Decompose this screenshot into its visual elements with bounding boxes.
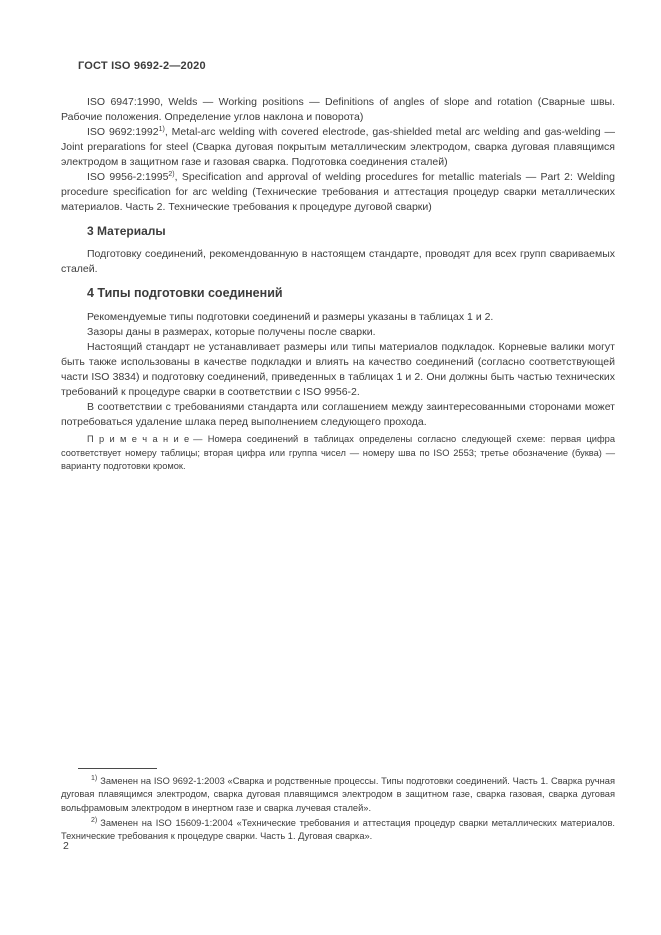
reference-text: , Metal-arc welding with covered electrode, gas-shielded metal arc welding and gas-welding — Joint preparations for steel (Сварка дуговая покрытым металлическим электродом, сварка дуговая плавящимся электродом в защитном газе и газовая сварка. Подготовка соединения сталей): [61, 126, 616, 168]
footnote: [61, 817, 615, 844]
section-materials: [61, 223, 615, 277]
paragraph: Подготовку соединений, рекомендованную в настоящем стандарте, проводят для всех групп свариваемых сталей.: [61, 248, 615, 275]
paragraph: Настоящий стандарт не устанавливает размеры или типы материалов подкладок. Корневые валики могут быть также использованы в качестве подкладки и влиять на качество соединений (согласно соответствующей части ISO 3834) и подготовку соединений, приведенных в таблицах 1 и 2. Они должны быть частью технических требований к процедуре сварки в соответствии с ISO 9956-2.: [61, 341, 615, 398]
note-text: — Номера соединений в таблицах определены согласно следующей схеме: первая цифра соответствует номеру таблицы; вторая цифра или группа чисел — номеру шва по ISO 2553; третье обозначение (буква) — варианту подготовки кромок.: [61, 434, 615, 471]
section-heading: 3 Материалы: [87, 224, 166, 238]
reference-list: [61, 95, 615, 215]
note-label: П р и м е ч а н и е: [87, 434, 190, 444]
footnote-mark: 2): [91, 816, 98, 824]
reference-entry: [61, 125, 615, 170]
footnote-mark: 1): [91, 775, 98, 782]
footnote-text: Заменен на ISO 9692-1:2003 «Сварка и родственные процессы. Типы подготовки соединений. Часть 1. Сварка ручная дуговая плавящимся электродом, сварка дуговая плавящимся электродом в защитном газе, сварка газовая, сварка дуговая вольфрамовым электродом в инертном газе и сварка лучевая сталей».: [61, 776, 615, 813]
reference-entry: [61, 95, 615, 125]
footnote-ref-mark: 2): [168, 171, 175, 178]
reference-prefix: ISO 9692:1992: [87, 126, 159, 138]
section-joint-preparation-types: [61, 285, 615, 474]
reference-entry: [61, 170, 615, 215]
section-heading: 4 Типы подготовки соединений: [87, 286, 283, 300]
note: [61, 433, 615, 474]
footnote-area: [61, 768, 615, 845]
paragraph: Рекомендуемые типы подготовки соединений и размеры указаны в таблицах 1 и 2.: [87, 311, 494, 323]
running-header-doc-code: ГОСТ ISO 9692-2—2020: [78, 60, 206, 72]
footnote: [61, 775, 615, 815]
paragraph: Зазоры даны в размерах, которые получены после сварки.: [87, 326, 376, 338]
paragraph: В соответствии с требованиями стандарта или соглашением между заинтересованными сторонами может потребоваться удаление шлака перед выполнением следующего прохода.: [61, 401, 615, 428]
footnote-divider: [78, 768, 157, 769]
footnote-ref-mark: 1): [158, 126, 165, 133]
page-number: 2: [63, 840, 69, 852]
reference-prefix: ISO 9956-2:1995: [87, 171, 169, 183]
reference-text: ISO 6947:1990, Welds — Working positions — Definitions of angles of slope and rotation (Сварные швы. Рабочие положения. Определение углов наклона и поворота): [61, 96, 615, 123]
reference-text: , Specification and approval of welding procedures for metallic materials — Part 2: Welding procedure specification for arc welding (Технические требования и аттестация процедур сварки металлических материалов. Часть 2. Технические требования к процедуре дуговой сварки): [61, 171, 615, 213]
footnote-text: Заменен на ISO 15609-1:2004 «Технические требования и аттестация процедур сварки металлических материалов. Технические требования к процедуре сварки. Часть 1. Дуговая сварка».: [61, 817, 615, 842]
section-body: [61, 247, 615, 277]
section-body: [61, 310, 615, 474]
page-content: [61, 0, 615, 474]
